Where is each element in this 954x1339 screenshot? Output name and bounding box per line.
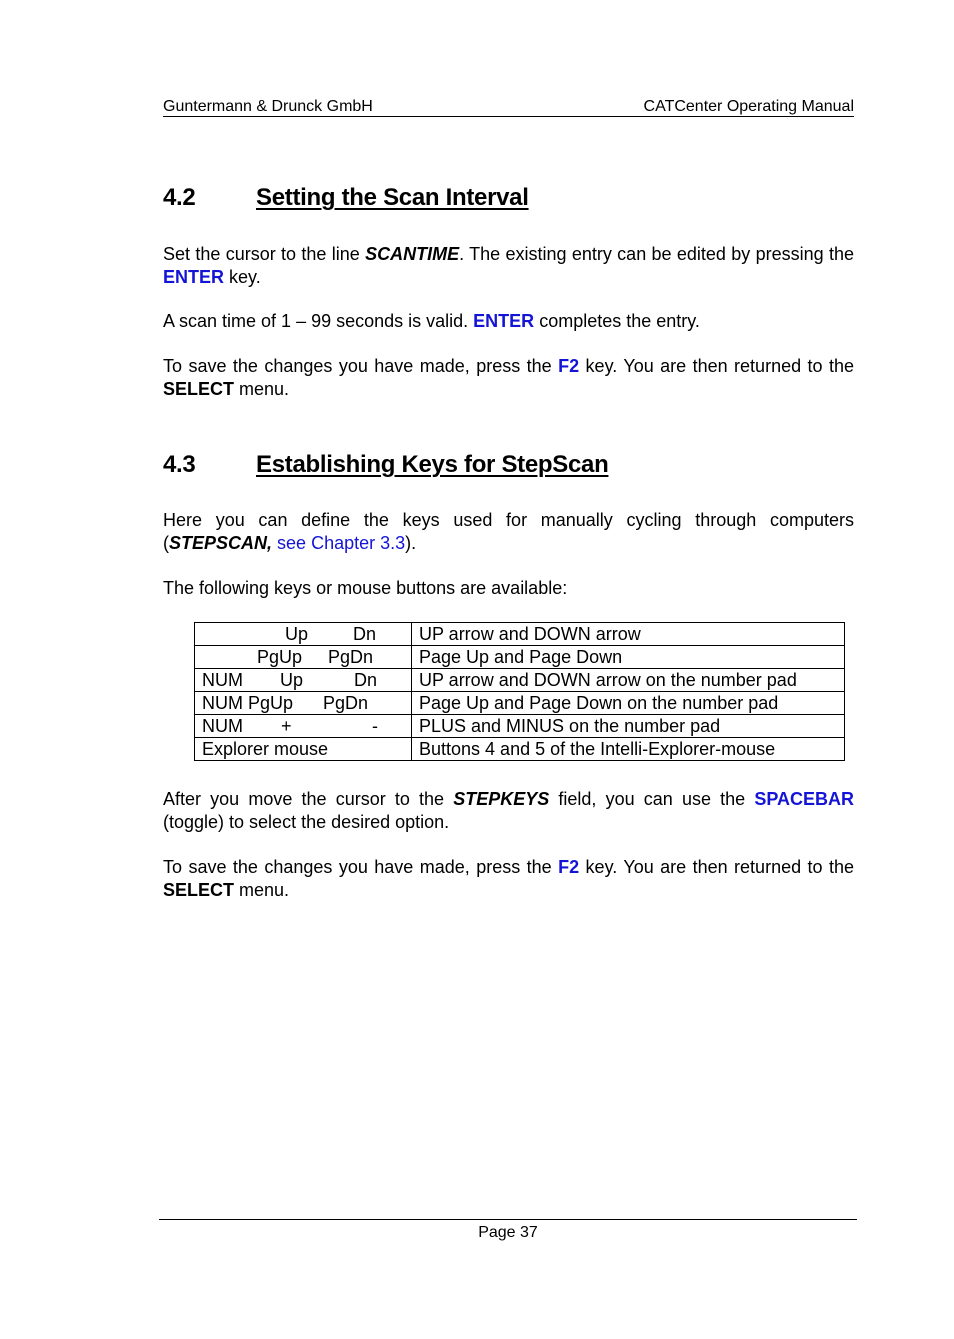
text: (toggle) to select the desired option.	[163, 811, 450, 832]
table-row	[195, 646, 845, 669]
key-cell	[195, 715, 412, 738]
keyword-select: SELECT	[163, 879, 235, 900]
paragraph-scantime	[163, 243, 854, 288]
key-description: Buttons 4 and 5 of the Intelli-Explorer-mouse	[412, 738, 845, 761]
key-part-3: PgDn	[328, 647, 374, 667]
stepscan-keys-table	[194, 622, 845, 761]
text: Set the cursor to the line	[163, 244, 366, 264]
text: A scan time of 1 – 99 seconds is valid.	[163, 311, 474, 331]
text: menu.	[234, 378, 290, 399]
text: Here you can define the keys used for manually cycling through computers (	[163, 510, 854, 553]
key-part-3: Dn	[354, 670, 378, 690]
keyword-f2: F2	[558, 857, 580, 877]
table-row	[195, 669, 845, 692]
chapter-link[interactable]: see Chapter 3.3	[277, 532, 406, 553]
keyword-spacebar: SPACEBAR	[754, 789, 854, 809]
key-part-2: PgUp	[257, 647, 303, 667]
table-row	[195, 623, 845, 646]
keyword-f2: F2	[558, 356, 580, 376]
text: menu.	[234, 879, 290, 900]
text: To save the changes you have made, press the	[163, 356, 559, 376]
keyword-select: SELECT	[163, 378, 235, 399]
section-title: Establishing Keys for StepScan	[256, 451, 609, 478]
paragraph-stepkeys	[163, 788, 854, 833]
header-company: Guntermann & Drunck GmbH	[163, 98, 373, 115]
key-part-1: NUM PgUp	[202, 693, 294, 713]
key-cell	[195, 738, 412, 761]
keyword-enter: ENTER	[163, 266, 225, 287]
key-description: UP arrow and DOWN arrow	[412, 623, 845, 646]
text: completes the entry.	[534, 311, 700, 331]
key-description: PLUS and MINUS on the number pad	[412, 715, 845, 738]
table-row	[195, 738, 845, 761]
key-part-3: Dn	[353, 624, 377, 644]
paragraph-save-changes	[163, 355, 854, 400]
key-description: Page Up and Page Down on the number pad	[412, 692, 845, 715]
key-cell	[195, 646, 412, 669]
text: key. You are then returned to the	[579, 356, 854, 376]
key-part-3: -	[372, 716, 378, 736]
key-part-3: PgDn	[323, 693, 369, 713]
paragraph-scan-range	[163, 310, 854, 333]
paragraph-save-changes	[163, 856, 854, 901]
text: key. You are then returned to the	[579, 857, 854, 877]
paragraph-stepscan-intro	[163, 509, 854, 554]
text: After you move the cursor to the	[163, 789, 454, 809]
key-part-2: Up	[280, 670, 304, 690]
text: ).	[405, 532, 417, 553]
key-cell	[195, 623, 412, 646]
key-part-2: +	[281, 716, 292, 736]
text: key.	[224, 266, 261, 287]
key-part-1: NUM	[202, 670, 243, 690]
header-manual-title: CATCenter Operating Manual	[643, 98, 854, 115]
paragraph-keys-available: The following keys or mouse buttons are available:	[163, 578, 568, 598]
key-cell	[195, 669, 412, 692]
page-header	[163, 97, 854, 117]
table-row	[195, 692, 845, 715]
footer-divider	[159, 1219, 857, 1220]
key-part-1: NUM	[202, 716, 243, 736]
keyword-stepkeys: STEPKEYS	[453, 789, 550, 809]
key-cell	[195, 692, 412, 715]
keyword-stepscan: STEPSCAN,	[169, 532, 273, 553]
key-part-1: Explorer mouse	[202, 739, 329, 759]
section-number: 4.3	[163, 451, 196, 478]
section-number: 4.2	[163, 184, 196, 211]
text: field, you can use the	[549, 789, 755, 809]
keyword-enter: ENTER	[473, 311, 535, 331]
text: To save the changes you have made, press the	[163, 857, 559, 877]
table-row	[195, 715, 845, 738]
key-part-2: Up	[285, 624, 309, 644]
key-description: Page Up and Page Down	[412, 646, 845, 669]
key-description: UP arrow and DOWN arrow on the number pad	[412, 669, 845, 692]
section-title: Setting the Scan Interval	[256, 184, 529, 211]
keyword-scantime: SCANTIME	[365, 244, 460, 264]
page-number: Page 37	[478, 1224, 538, 1241]
text: . The existing entry can be edited by pressing the	[459, 244, 855, 264]
